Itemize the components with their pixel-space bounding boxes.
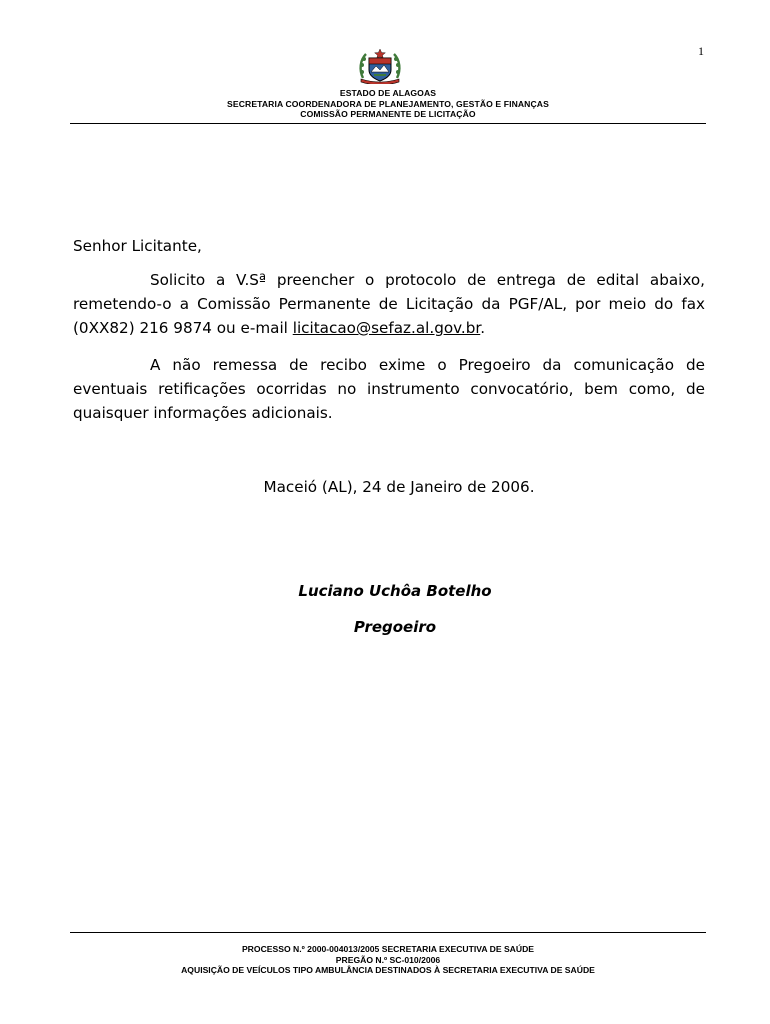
state-coat-of-arms-icon xyxy=(357,48,403,84)
header-secretariat: SECRETARIA COORDENADORA DE PLANEJAMENTO, GESTÃO E FINANÇAS xyxy=(227,98,549,109)
header-commission: COMISSÃO PERMANENTE DE LICITAÇÃO xyxy=(300,109,476,119)
footer-auction-number: PREGÃO N.º SC-010/2006 xyxy=(335,954,441,965)
footer xyxy=(70,944,706,976)
footer-divider xyxy=(70,932,706,933)
salutation: Senhor Licitante, xyxy=(73,237,202,255)
signatory-name: Luciano Uchôa Botelho xyxy=(298,582,492,600)
letterhead xyxy=(70,88,706,120)
page-number: 1 xyxy=(698,44,704,58)
header-state-name: ESTADO DE ALAGOAS xyxy=(339,88,437,98)
footer-process-number: PROCESSO N.º 2000-004013/2005 SECRETARIA EXECUTIVA DE SAÚDE xyxy=(241,944,535,954)
email-link[interactable]: licitacao@sefaz.al.gov.br xyxy=(292,319,481,337)
date-line: Maceió (AL), 24 de Janeiro de 2006. xyxy=(263,478,535,496)
notice-paragraph: A não remessa de recibo exime o Pregoeiro da comunicação de eventuais retificações ocorridas no instrumento convocatório, bem como, de quaisquer informações adicionais. xyxy=(73,356,705,422)
signatory-title: Pregoeiro xyxy=(353,618,437,636)
request-paragraph xyxy=(73,268,705,340)
header-divider xyxy=(70,123,706,124)
footer-acquisition-subject: AQUISIÇÃO DE VEÍCULOS TIPO AMBULÂNCIA DESTINADOS À SECRETARIA EXECUTIVA DE SAÚDE xyxy=(181,965,595,975)
request-text-end: . xyxy=(480,319,486,337)
request-text: Solicito a V.Sª preencher o protocolo de entrega de edital abaixo, remetendo-o a Comissão Permanente de Licitação da PGF/AL, por meio do fax (0XX82) 216 9874 ou e-mail xyxy=(73,271,705,337)
